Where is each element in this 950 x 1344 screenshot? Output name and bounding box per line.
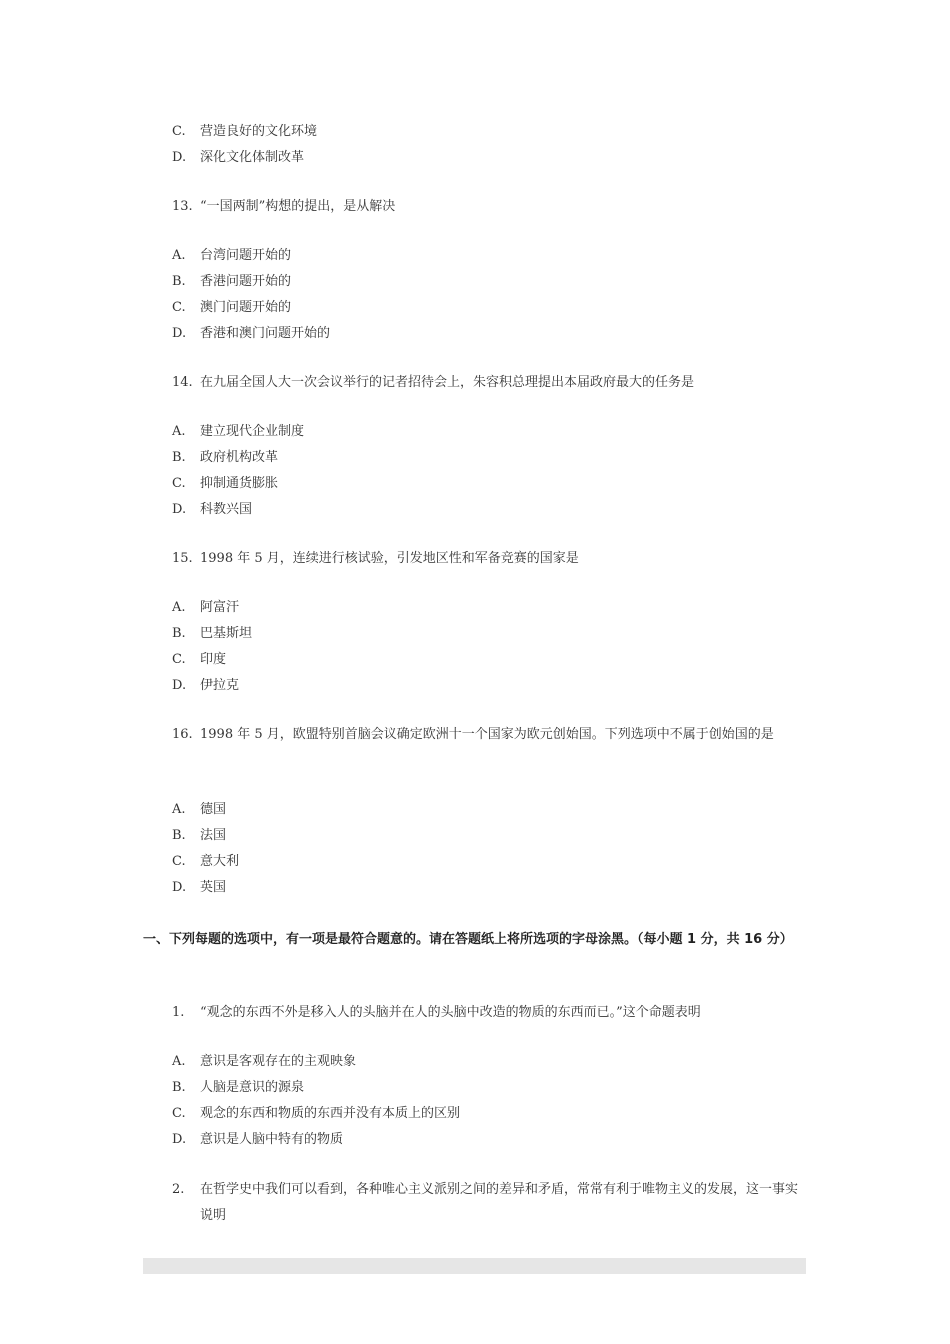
option-letter: D. [172, 326, 187, 341]
question-text: “观念的东西不外是移入人的头脑并在人的头脑中改造的物质的东西而已。”这个命题表明 [200, 1005, 701, 1020]
option-letter: D. [172, 678, 187, 693]
option-text: 阿富汗 [200, 600, 240, 615]
option-letter: C. [172, 1106, 186, 1121]
question-text: 1998 年 5 月，连续进行核试验，引发地区性和军备竞赛的国家是 [200, 551, 579, 566]
option-text: 意识是客观存在的主观映象 [200, 1054, 357, 1069]
option-text: 观念的东西和物质的东西并没有本质上的区别 [200, 1106, 461, 1121]
option-letter: A. [172, 424, 186, 439]
option-letter: D. [172, 1132, 187, 1147]
option-text: 德国 [200, 802, 227, 817]
option-text: 人脑是意识的源泉 [200, 1080, 305, 1095]
option-letter: C. [172, 124, 186, 139]
option-letter: A. [172, 600, 186, 615]
question-text: 在哲学史中我们可以看到，各种唯心主义派别之间的差异和矛盾，常常有利于唯物主义的发展，这一事实说明 [200, 1182, 799, 1223]
option-letter: D. [172, 502, 187, 517]
option-letter: D. [172, 150, 187, 165]
option-text: 深化文化体制改革 [200, 150, 305, 165]
option-text: 台湾问题开始的 [200, 248, 292, 263]
option-text: 意识是人脑中特有的物质 [200, 1132, 344, 1147]
option-letter: B. [172, 274, 186, 289]
option-letter: C. [172, 476, 186, 491]
option-letter: A. [172, 248, 186, 263]
option-letter: A. [172, 1054, 186, 1069]
option-text: 营造良好的文化环境 [200, 124, 318, 139]
question-number: 15. [172, 551, 193, 566]
option-text: 法国 [200, 828, 227, 843]
option-text: 巴基斯坦 [200, 626, 253, 641]
question-number: 1. [172, 1005, 185, 1020]
option-letter: B. [172, 626, 186, 641]
page-divider-bar [143, 1258, 806, 1274]
option-text: 意大利 [200, 854, 240, 869]
option-text: 英国 [200, 880, 227, 895]
option-text: 澳门问题开始的 [200, 300, 292, 315]
option-letter: C. [172, 300, 186, 315]
option-text: 香港和澳门问题开始的 [200, 326, 331, 341]
option-text: 伊拉克 [200, 678, 240, 693]
option-letter: C. [172, 854, 186, 869]
option-text: 科教兴国 [200, 502, 253, 517]
option-letter: B. [172, 828, 186, 843]
option-letter: D. [172, 880, 187, 895]
option-letter: C. [172, 652, 186, 667]
section-heading: 一、下列每题的选项中，有一项是最符合题意的。请在答题纸上将所选项的字母涂黑。（每小题 1 分，共 16 分） [143, 932, 793, 947]
question-text: 在九届全国人大一次会议举行的记者招待会上，朱容积总理提出本届政府最大的任务是 [200, 375, 695, 390]
option-text: 政府机构改革 [200, 450, 279, 465]
question-number: 2. [172, 1182, 185, 1197]
option-text: 建立现代企业制度 [200, 424, 305, 439]
question-number: 16. [172, 727, 193, 742]
option-text: 香港问题开始的 [200, 274, 292, 289]
option-letter: B. [172, 1080, 186, 1095]
option-text: 印度 [200, 652, 227, 667]
option-letter: A. [172, 802, 186, 817]
option-letter: B. [172, 450, 186, 465]
option-text: 抑制通货膨胀 [200, 476, 279, 491]
question-text: “一国两制”构想的提出，是从解决 [200, 199, 396, 214]
question-number: 13. [172, 199, 193, 214]
question-number: 14. [172, 375, 193, 390]
question-text: 1998 年 5 月，欧盟特别首脑会议确定欧洲十一个国家为欧元创始国。下列选项中不属于创始国的是 [200, 727, 774, 742]
